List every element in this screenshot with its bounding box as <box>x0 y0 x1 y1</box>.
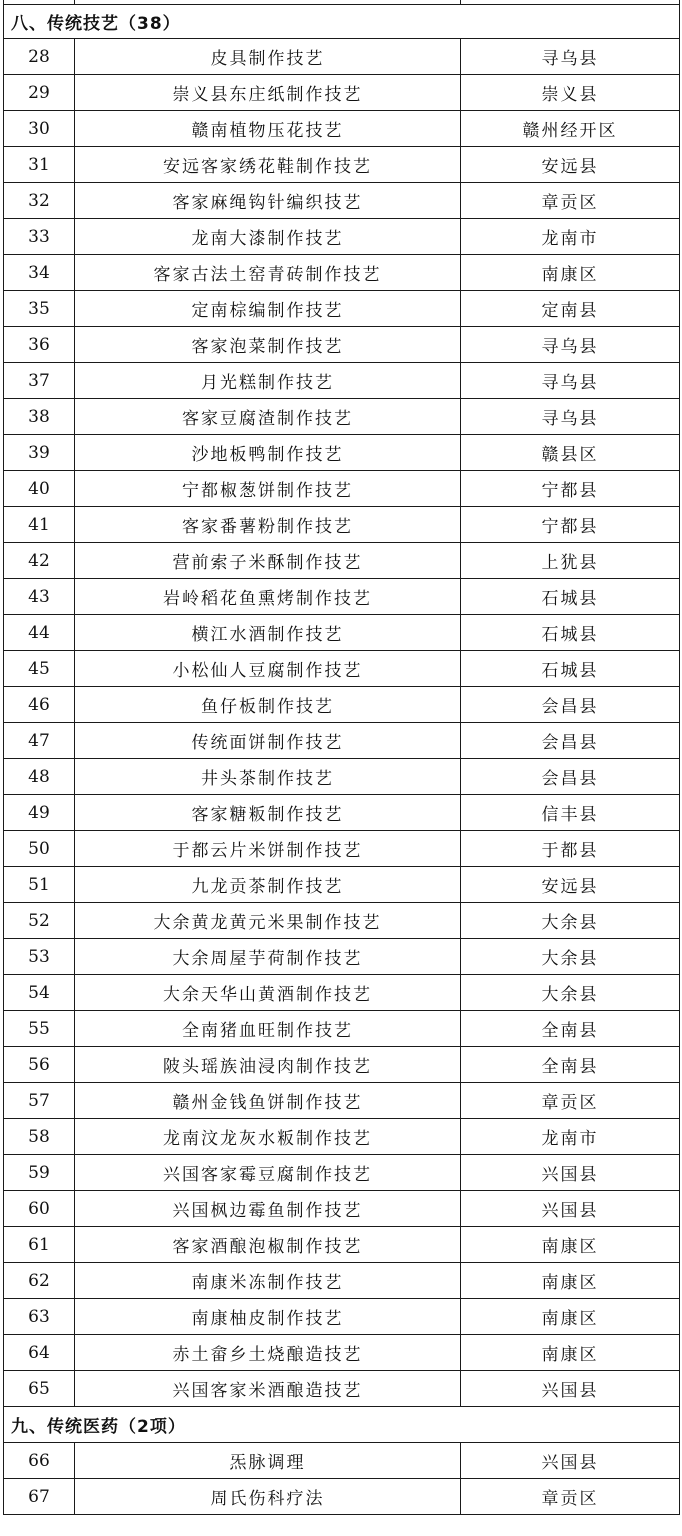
item-region: 石城县 <box>461 615 680 651</box>
item-region: 兴国县 <box>461 1155 680 1191</box>
item-number: 33 <box>4 219 75 255</box>
item-name: 兴国枫边霉鱼制作技艺 <box>75 1191 461 1227</box>
table-row <box>4 399 680 435</box>
item-region: 宁都县 <box>461 507 680 543</box>
item-region: 大余县 <box>461 903 680 939</box>
table-row <box>4 1227 680 1263</box>
item-name: 龙南大漆制作技艺 <box>75 219 461 255</box>
item-number: 42 <box>4 543 75 579</box>
item-number: 58 <box>4 1119 75 1155</box>
item-number: 38 <box>4 399 75 435</box>
item-name: 九龙贡茶制作技艺 <box>75 867 461 903</box>
item-number: 28 <box>4 39 75 75</box>
item-number: 39 <box>4 435 75 471</box>
item-name: 小松仙人豆腐制作技艺 <box>75 651 461 687</box>
item-name: 鱼仔板制作技艺 <box>75 687 461 723</box>
table-row <box>4 975 680 1011</box>
table-row <box>4 75 680 111</box>
item-name: 客家番薯粉制作技艺 <box>75 507 461 543</box>
table-row <box>4 183 680 219</box>
item-region: 兴国县 <box>461 1371 680 1407</box>
item-name: 赣南植物压花技艺 <box>75 111 461 147</box>
table-row <box>4 1191 680 1227</box>
item-name: 皮具制作技艺 <box>75 39 461 75</box>
item-region: 石城县 <box>461 579 680 615</box>
item-number: 29 <box>4 75 75 111</box>
item-name: 赣州金钱鱼饼制作技艺 <box>75 1083 461 1119</box>
item-region: 于都县 <box>461 831 680 867</box>
table-row <box>4 579 680 615</box>
table-row <box>4 1371 680 1407</box>
item-name: 全南猪血旺制作技艺 <box>75 1011 461 1047</box>
item-region: 寻乌县 <box>461 39 680 75</box>
item-region: 南康区 <box>461 1299 680 1335</box>
item-number: 46 <box>4 687 75 723</box>
item-region: 寻乌县 <box>461 327 680 363</box>
item-number: 66 <box>4 1443 75 1479</box>
table-row <box>4 687 680 723</box>
item-name: 陂头瑶族油浸肉制作技艺 <box>75 1047 461 1083</box>
item-region: 上犹县 <box>461 543 680 579</box>
item-name: 于都云片米饼制作技艺 <box>75 831 461 867</box>
item-number: 51 <box>4 867 75 903</box>
item-name: 龙南汶龙灰水粄制作技艺 <box>75 1119 461 1155</box>
table-row <box>4 1299 680 1335</box>
item-region: 安远县 <box>461 867 680 903</box>
item-region: 寻乌县 <box>461 363 680 399</box>
item-name: 兴国客家霉豆腐制作技艺 <box>75 1155 461 1191</box>
item-name: 南康柚皮制作技艺 <box>75 1299 461 1335</box>
item-name: 客家麻绳钩针编织技艺 <box>75 183 461 219</box>
item-region: 大余县 <box>461 939 680 975</box>
item-region: 全南县 <box>461 1047 680 1083</box>
item-region: 南康区 <box>461 1335 680 1371</box>
table-row <box>4 111 680 147</box>
item-region: 全南县 <box>461 1011 680 1047</box>
item-region: 兴国县 <box>461 1191 680 1227</box>
table-row <box>4 363 680 399</box>
item-number: 54 <box>4 975 75 1011</box>
item-number: 50 <box>4 831 75 867</box>
item-region: 会昌县 <box>461 687 680 723</box>
item-region: 南康区 <box>461 255 680 291</box>
item-number: 31 <box>4 147 75 183</box>
item-number: 53 <box>4 939 75 975</box>
table-row <box>4 327 680 363</box>
item-number: 55 <box>4 1011 75 1047</box>
item-name: 大余周屋芋荷制作技艺 <box>75 939 461 975</box>
item-number: 59 <box>4 1155 75 1191</box>
table-row <box>4 867 680 903</box>
table-row <box>4 1263 680 1299</box>
item-name: 宁都椒葱饼制作技艺 <box>75 471 461 507</box>
item-region: 大余县 <box>461 975 680 1011</box>
item-name: 沙地板鸭制作技艺 <box>75 435 461 471</box>
item-region: 宁都县 <box>461 471 680 507</box>
item-region: 龙南市 <box>461 219 680 255</box>
item-number: 45 <box>4 651 75 687</box>
item-region: 章贡区 <box>461 1083 680 1119</box>
item-number: 35 <box>4 291 75 327</box>
table-row <box>4 831 680 867</box>
item-region: 赣州经开区 <box>461 111 680 147</box>
item-number: 49 <box>4 795 75 831</box>
item-number: 30 <box>4 111 75 147</box>
table-row <box>4 1443 680 1479</box>
table-row <box>4 255 680 291</box>
item-number: 52 <box>4 903 75 939</box>
item-region: 章贡区 <box>461 183 680 219</box>
table-row <box>4 651 680 687</box>
item-number: 67 <box>4 1479 75 1515</box>
heritage-list-table <box>3 0 680 1515</box>
item-number: 34 <box>4 255 75 291</box>
item-region: 赣县区 <box>461 435 680 471</box>
item-number: 47 <box>4 723 75 759</box>
item-region: 南康区 <box>461 1263 680 1299</box>
table-row <box>4 471 680 507</box>
item-name: 安远客家绣花鞋制作技艺 <box>75 147 461 183</box>
item-name: 大余黄龙黄元米果制作技艺 <box>75 903 461 939</box>
item-name: 客家泡菜制作技艺 <box>75 327 461 363</box>
item-number: 60 <box>4 1191 75 1227</box>
item-name: 横江水酒制作技艺 <box>75 615 461 651</box>
item-region: 石城县 <box>461 651 680 687</box>
item-number: 65 <box>4 1371 75 1407</box>
table-row <box>4 147 680 183</box>
item-name: 营前索子米酥制作技艺 <box>75 543 461 579</box>
table-row <box>4 1083 680 1119</box>
item-region: 会昌县 <box>461 759 680 795</box>
item-name: 传统面饼制作技艺 <box>75 723 461 759</box>
item-number: 43 <box>4 579 75 615</box>
item-name: 岩岭稻花鱼熏烤制作技艺 <box>75 579 461 615</box>
item-name: 周氏伤科疗法 <box>75 1479 461 1515</box>
item-number: 56 <box>4 1047 75 1083</box>
item-number: 64 <box>4 1335 75 1371</box>
table-row <box>4 543 680 579</box>
item-number: 63 <box>4 1299 75 1335</box>
item-name: 兴国客家米酒酿造技艺 <box>75 1371 461 1407</box>
table-row <box>4 1119 680 1155</box>
item-number: 61 <box>4 1227 75 1263</box>
table-row <box>4 903 680 939</box>
item-region: 章贡区 <box>461 1479 680 1515</box>
section-header-row <box>4 1407 680 1443</box>
table-row <box>4 723 680 759</box>
item-number: 44 <box>4 615 75 651</box>
item-name: 客家豆腐渣制作技艺 <box>75 399 461 435</box>
item-name: 南康米冻制作技艺 <box>75 1263 461 1299</box>
item-name: 月光糕制作技艺 <box>75 363 461 399</box>
table-row <box>4 795 680 831</box>
table-row <box>4 939 680 975</box>
table-row <box>4 1155 680 1191</box>
item-region: 龙南市 <box>461 1119 680 1155</box>
table-row <box>4 1047 680 1083</box>
table-row <box>4 1011 680 1047</box>
item-region: 信丰县 <box>461 795 680 831</box>
table-row <box>4 759 680 795</box>
item-name: 客家酒酿泡椒制作技艺 <box>75 1227 461 1263</box>
item-number: 57 <box>4 1083 75 1119</box>
item-region: 南康区 <box>461 1227 680 1263</box>
table-body <box>4 0 680 1515</box>
table-row <box>4 1335 680 1371</box>
table-row <box>4 507 680 543</box>
item-region: 兴国县 <box>461 1443 680 1479</box>
section-title: 九、传统医药（2项） <box>4 1407 680 1443</box>
table-row <box>4 615 680 651</box>
item-name: 井头茶制作技艺 <box>75 759 461 795</box>
item-name: 炁脉调理 <box>75 1443 461 1479</box>
table-row <box>4 435 680 471</box>
item-number: 41 <box>4 507 75 543</box>
table-row <box>4 1479 680 1515</box>
item-region: 会昌县 <box>461 723 680 759</box>
item-number: 36 <box>4 327 75 363</box>
item-region: 寻乌县 <box>461 399 680 435</box>
item-number: 32 <box>4 183 75 219</box>
table-row <box>4 219 680 255</box>
item-name: 赤土畲乡土烧酿造技艺 <box>75 1335 461 1371</box>
item-name: 大余天华山黄酒制作技艺 <box>75 975 461 1011</box>
section-header-row <box>4 5 680 39</box>
section-title: 八、传统技艺（38） <box>4 5 680 39</box>
item-name: 客家糖粄制作技艺 <box>75 795 461 831</box>
item-number: 40 <box>4 471 75 507</box>
item-region: 定南县 <box>461 291 680 327</box>
item-name: 客家古法土窑青砖制作技艺 <box>75 255 461 291</box>
item-name: 定南棕编制作技艺 <box>75 291 461 327</box>
item-number: 62 <box>4 1263 75 1299</box>
item-name: 崇义县东庄纸制作技艺 <box>75 75 461 111</box>
item-region: 崇义县 <box>461 75 680 111</box>
table-row <box>4 39 680 75</box>
table-row <box>4 291 680 327</box>
item-number: 48 <box>4 759 75 795</box>
item-number: 37 <box>4 363 75 399</box>
item-region: 安远县 <box>461 147 680 183</box>
